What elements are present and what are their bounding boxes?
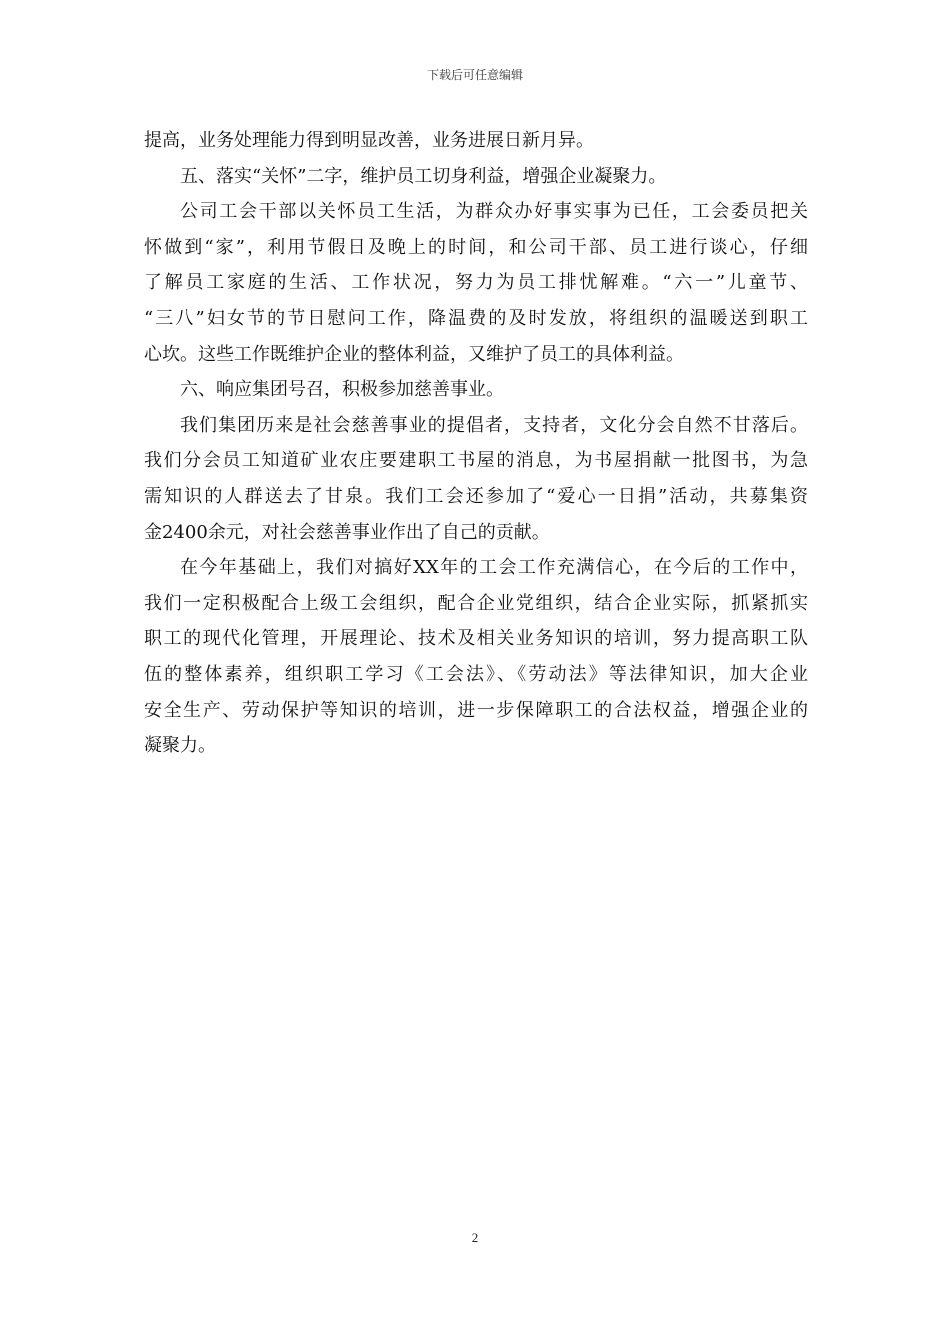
text-line: 需知识的人群送去了甘泉。我们工会还参加了“爱心一日捐”活动，共募集资: [144, 485, 808, 507]
text-line: 怀做到“家”，利用节假日及晚上的时间，和公司干部、员工进行谈心，仔细: [144, 236, 808, 258]
section-heading: 五、落实“关怀”二字，维护员工切身利益，增强企业凝聚力。: [180, 165, 667, 187]
section-heading: 六、响应集团号召，积极参加慈善事业。: [180, 379, 504, 401]
text-line: 我们分会员工知道矿业农庄要建职工书屋的消息，为书屋捐献一批图书，为急: [144, 450, 808, 472]
text-line: 伍的整体素养，组织职工学习《工会法》、《劳动法》等法律知识，加大企业: [144, 663, 808, 685]
page-header: 下载后可任意编辑: [426, 68, 523, 82]
text-line: 凝聚力。: [144, 735, 216, 757]
page-number: 2: [471, 1230, 479, 1245]
text-line: “三八”妇女节的节日慰问工作，降温费的及时发放，将组织的温暖送到职工: [144, 307, 808, 329]
text-line: 心坎。这些工作既维护企业的整体利益，又维护了员工的具体利益。: [144, 343, 684, 365]
text-line: 提高，业务处理能力得到明显改善，业务进展日新月异。: [144, 130, 594, 151]
text-line: 我们一定积极配合上级工会组织，配合企业党组织，结合企业实际，抓紧抓实: [144, 592, 808, 614]
text-line: 安全生产、劳动保护等知识的培训，进一步保障职工的合法权益，增强企业的: [144, 699, 808, 721]
text-line: 职工的现代化管理，开展理论、技术及相关业务知识的培训，努力提高职工队: [144, 628, 808, 650]
text-line: 公司工会干部以关怀员工生活，为群众办好事实事为已任，工会委员把关: [180, 201, 808, 223]
document-body: [144, 123, 808, 764]
text-line: 了解员工家庭的生活、工作状况，努力为员工排忧解难。“六一”儿童节、: [144, 272, 808, 294]
text-line: 金2400余元，对社会慈善事业作出了自己的贡献。: [144, 521, 550, 543]
text-line: 我们集团历来是社会慈善事业的提倡者，支持者，文化分会自然不甘落后。: [180, 414, 808, 436]
text-line: 在今年基础上，我们对搞好XX年的工会工作充满信心，在今后的工作中，: [180, 557, 808, 579]
